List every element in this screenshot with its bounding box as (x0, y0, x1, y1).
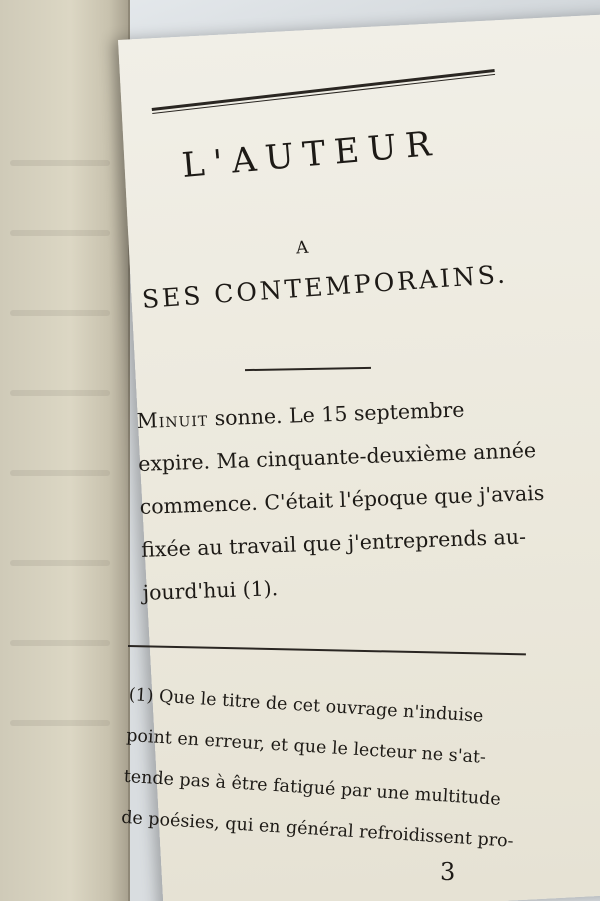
title-rule (245, 367, 371, 371)
title-line-3: SES CONTEMPORAINS. (140, 259, 509, 314)
footnote (120, 675, 549, 864)
body-line-1-rest: sonne. Le 15 septembre (207, 397, 465, 431)
footnote-rule (128, 645, 526, 655)
body-line: jourd'hui (1). (142, 576, 279, 605)
page-number: 3 (440, 858, 456, 886)
lead-word: Minuit (136, 406, 209, 433)
body-line: fixée au travail que j'entreprends au- (140, 524, 527, 562)
footnote-line: point en erreur, et que le lecteur ne s'at- (125, 725, 487, 768)
footnote-line: (1) Que le titre de cet ouvrage n'induise (128, 684, 484, 727)
header-rule (152, 69, 495, 114)
title-line-2: A (295, 237, 311, 259)
footnote-line: tende pas à être fatigué par une multitude (123, 766, 502, 810)
title-line-1: L'AUTEUR (180, 123, 442, 186)
body-paragraph (136, 386, 545, 614)
body-line: expire. Ma cinquante-deuxième année (137, 438, 537, 476)
footnote-line: de poésies, qui en général refroidissent pro- (120, 807, 515, 852)
body-line: commence. C'était l'époque que j'avais (139, 480, 545, 519)
